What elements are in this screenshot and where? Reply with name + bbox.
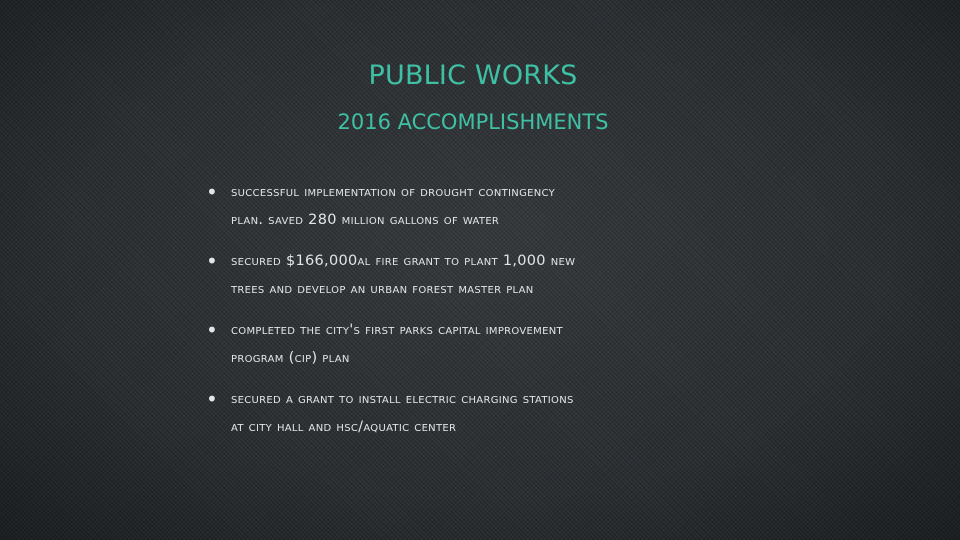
slide-title: PUBLIC WORKS — [368, 60, 578, 91]
bullet-text-line: secured $166,000al fire grant to plant 1,000 new — [231, 253, 576, 269]
bullet-icon: • — [206, 387, 219, 411]
bullet-text-line: program (cip) plan — [231, 350, 350, 366]
bullet-list — [206, 178, 766, 454]
bullet-item — [206, 247, 766, 303]
bullet-text-line: secured a grant to install electric charging stations — [231, 391, 574, 407]
bullet-text-line: completed the city's first parks capital improvement — [231, 322, 563, 338]
bullet-text-line: plan. saved 280 million gallons of water — [231, 212, 500, 228]
bullet-icon: • — [206, 318, 219, 342]
bullet-item — [206, 178, 766, 234]
bullet-icon: • — [206, 180, 219, 204]
bullet-item — [206, 385, 766, 441]
bullet-text-line: successful implementation of drought contingency — [231, 184, 556, 200]
bullet-icon: • — [206, 249, 219, 273]
bullet-text-line: trees and develop an urban forest master plan — [231, 281, 534, 297]
bullet-item — [206, 316, 766, 372]
bullet-text-line: at city hall and hsc/aquatic center — [231, 419, 457, 435]
slide-subtitle: 2016 ACCOMPLISHMENTS — [337, 110, 609, 134]
